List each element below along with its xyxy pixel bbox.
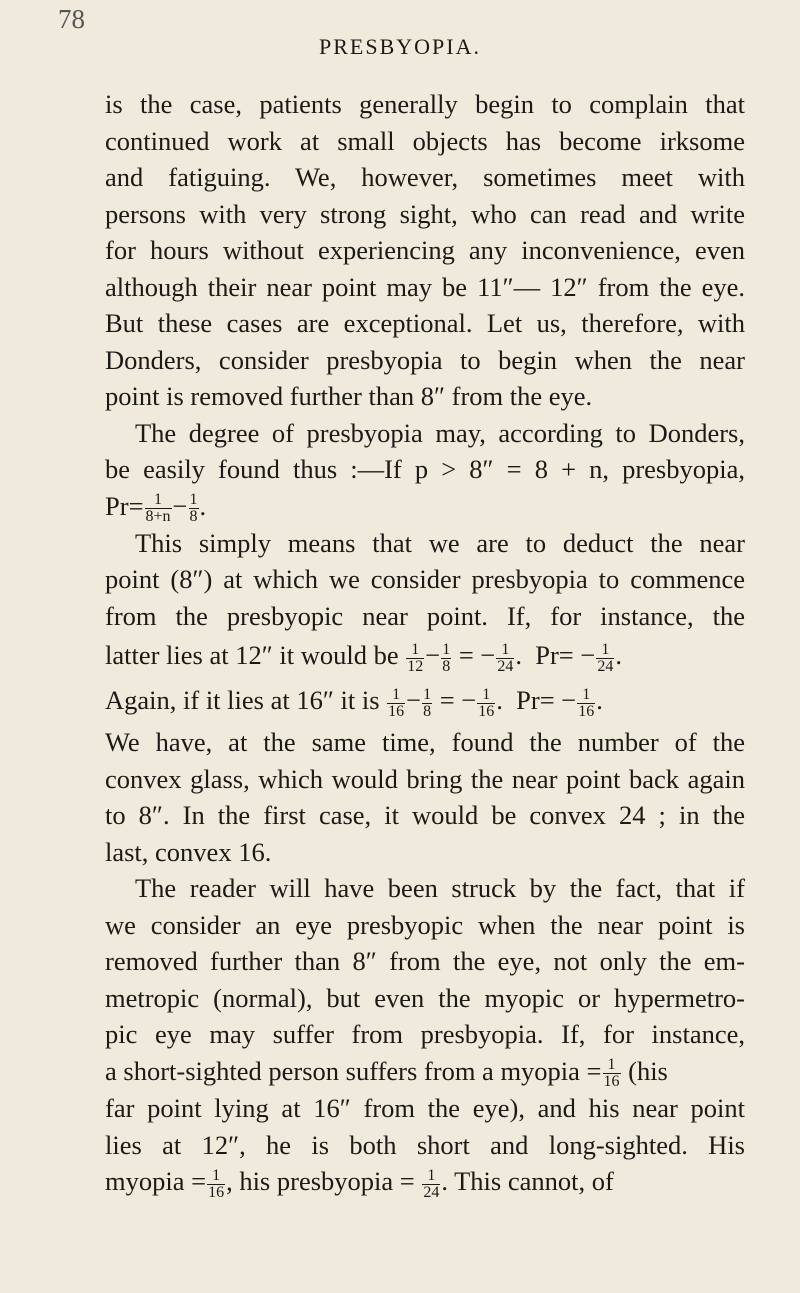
text-line: The reader will have been struck by the fact, that if	[135, 873, 745, 904]
text-line: point (8″) at which we consider presbyopia to commence	[105, 564, 745, 595]
text-line: persons with very strong sight, who can read and write	[105, 198, 745, 229]
text-line: lies at 12″, he is both short and long-sighted. His	[105, 1129, 745, 1160]
running-title: PRESBYOPIA.	[319, 34, 481, 59]
text-line: and fatiguing. We, however, sometimes meet with	[105, 162, 745, 192]
text-line: far point lying at 16″ from the eye), and his near point	[105, 1093, 745, 1124]
text-line: point is removed further than 8″ from the eye.	[105, 381, 593, 411]
formula-line: myopia = $\frac{1}{16}$ , his presbyopia = $\frac{1}{24}$ . This cannot, of	[105, 1166, 614, 1201]
body-text	[105, 86, 745, 1201]
page-number: 78	[58, 4, 85, 34]
formula-line: latter lies at 12″ it would be $\frac{1}{12}$ − $\frac{1}{8}$ = − $\frac{1}{24}$ . Pr= − $\frac{1}{24}$ .	[105, 640, 622, 675]
text-line: to 8″. In the first case, it would be convex 24 ; in the	[105, 800, 745, 831]
text-line: we consider an eye presbyopic when the near point is	[105, 909, 745, 940]
text-line: But these cases are exceptional. Let us, therefore, with	[105, 308, 745, 338]
text-line: is the case, patients generally begin to complain that	[105, 89, 745, 119]
text-line: removed further than 8″ from the eye, not only the em-	[105, 946, 745, 977]
fraction: $\frac{1}{8}$	[423, 685, 432, 720]
text-line: from the presbyopic near point. If, for instance, the	[105, 600, 745, 631]
fraction: $\frac{1}{8}$	[442, 640, 451, 675]
formula-line: a short-sighted person suffers from a myopia = $\frac{1}{16}$ (his	[105, 1055, 668, 1091]
formula-line: Again, if it lies at 16″ it is $\frac{1}{16}$ − $\frac{1}{8}$ = − $\frac{1}{16}$ . Pr= − $\frac{1}{16}$ .	[105, 685, 603, 720]
fraction: $\frac{1}{16}$	[388, 685, 405, 720]
text-line: continued work at small objects has become irksome	[105, 125, 745, 156]
fraction: $\frac{1}{24}$	[597, 640, 614, 675]
fraction: $\frac{1}{24}$	[497, 640, 514, 675]
text-line: We have, at the same time, found the number of the	[105, 727, 745, 758]
text-line: be easily found thus :—If p > 8″ = 8 + n, presbyopia,	[105, 454, 745, 484]
formula-line: Pr= $\frac{1}{8+n}$ − $\frac{1}{8}$ .	[105, 490, 207, 525]
text-line: Donders, consider presbyopia to begin when the near	[105, 344, 745, 375]
fraction: $\frac{1}{12}$	[407, 640, 424, 675]
text-line: last, convex 16.	[105, 836, 272, 867]
fraction: $\frac{1}{16}$	[603, 1056, 620, 1091]
text-line: This simply means that we are to deduct the near	[135, 527, 745, 558]
text-line: The degree of presbyopia may, according to Donders,	[135, 417, 745, 448]
text-line: pic eye may suffer from presbyopia. If, for instance,	[105, 1019, 745, 1050]
formula-pr: Pr=	[105, 490, 144, 521]
fraction: $\frac{1}{16}$	[478, 685, 495, 720]
fraction: $\frac{1}{16}$	[208, 1166, 225, 1201]
fraction: $\frac{1}{16}$	[578, 685, 595, 720]
text-line: although their near point may be 11″— 12″ from the eye.	[105, 271, 745, 302]
text-line: for hours without experiencing any inconvenience, even	[105, 235, 745, 265]
fraction: $\frac{1}{8}$	[189, 490, 198, 525]
fraction: $\frac{1}{8+n}$	[145, 490, 171, 525]
fraction: $\frac{1}{24}$	[423, 1166, 440, 1201]
text-line: metropic (normal), but even the myopic or hypermetro-	[105, 982, 745, 1013]
text-line: convex glass, which would bring the near point back again	[105, 763, 745, 794]
